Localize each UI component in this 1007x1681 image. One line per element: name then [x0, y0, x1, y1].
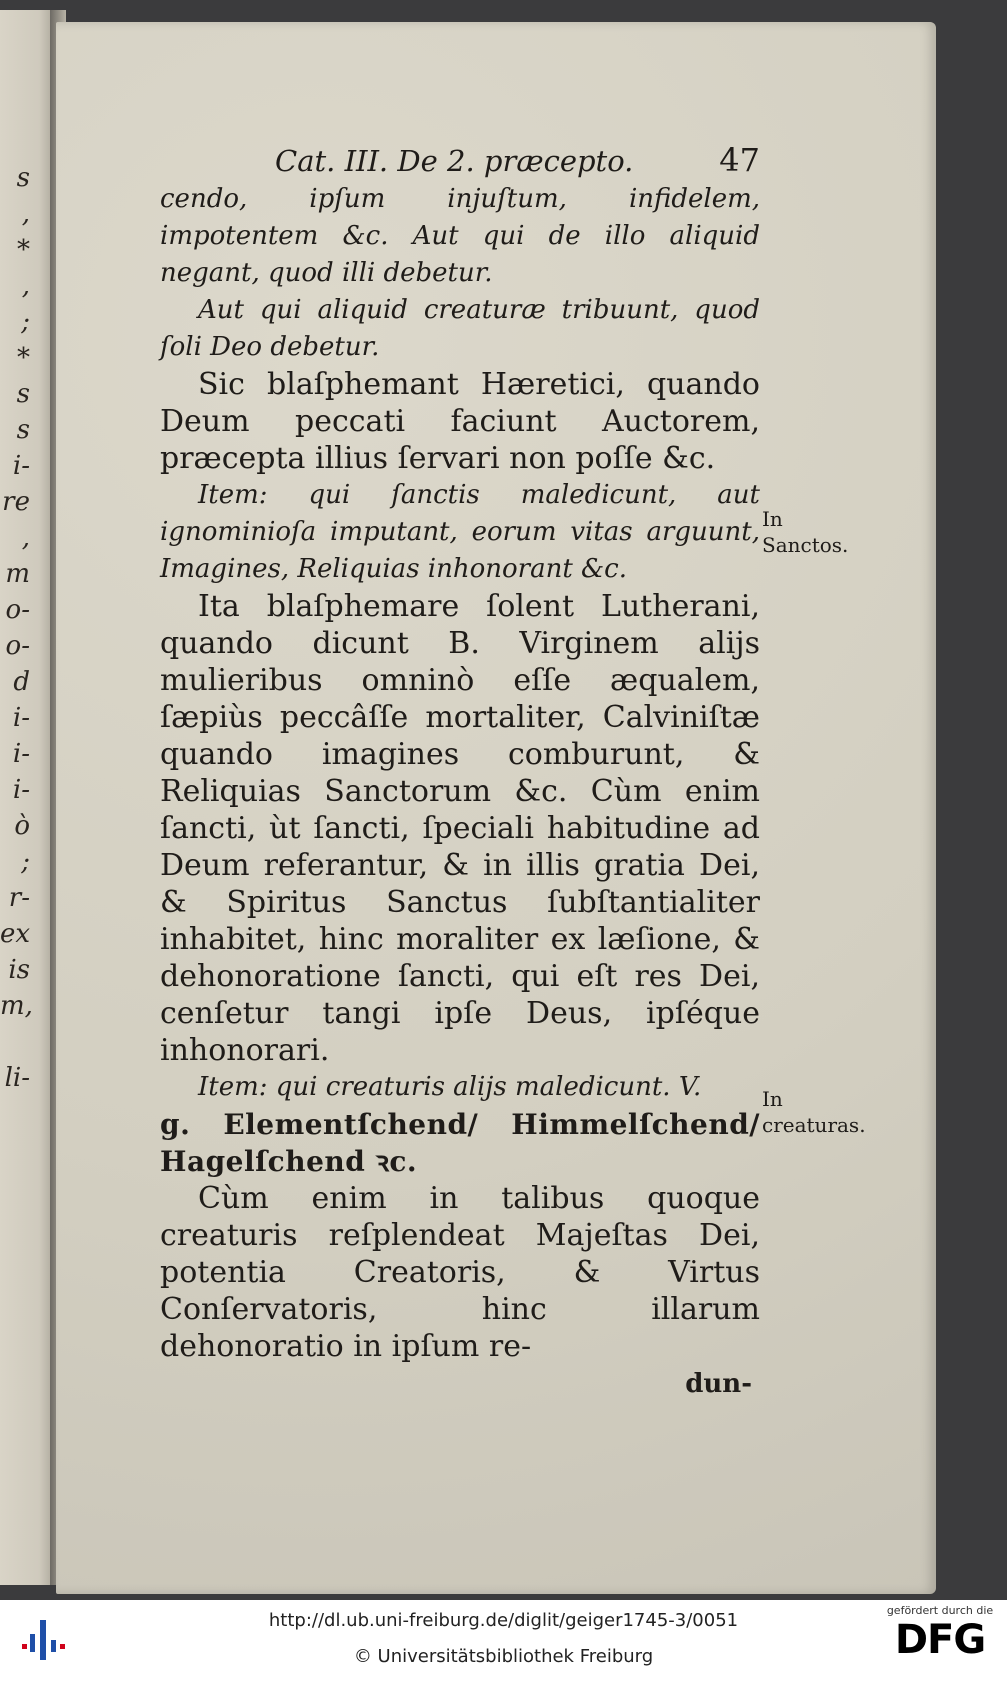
facing-page-fragment: * — [17, 235, 30, 265]
paragraph: Sic blaſphemant Hæretici, quando Deum peccati faciunt Auctorem, præcepta illius ſervari non poſſe &c. — [160, 367, 760, 476]
facing-page-fragment: * — [17, 343, 30, 373]
facing-page-fragment: o- — [5, 595, 30, 625]
facing-page-fragment: s — [16, 163, 30, 193]
paragraph: g. Elementſchend/ Himmelſchend/ Hagelſchend ꝛc. — [160, 1108, 760, 1178]
facing-page-fragment: r- — [8, 883, 30, 913]
facing-page-fragments — [0, 160, 33, 1096]
facing-page-fragment: m, — [0, 991, 33, 1021]
facing-page-fragment: ò — [14, 811, 30, 841]
facing-page-fragment: m — [5, 559, 30, 589]
funder-badge — [885, 1604, 995, 1676]
facing-page-fragment: s — [16, 415, 30, 445]
viewer-footer — [0, 1600, 1007, 1681]
facing-page-fragment: s — [16, 379, 30, 409]
facing-page-fragment: i- — [12, 451, 30, 481]
body-text — [160, 181, 760, 1365]
book-page — [56, 22, 936, 1594]
facing-page-fragment: o- — [5, 631, 30, 661]
copyright-notice: © Universitätsbibliothek Freiburg — [353, 1646, 654, 1667]
facing-page-fragment: ; — [21, 847, 30, 877]
paragraph: Cùm enim in talibus quoque creaturis reſplendeat Majeſtas Dei, potentia Creatoris, & Virtus Conſervatoris, hinc illarum dehonoratio in ipſum re- — [160, 1181, 760, 1364]
dfg-logo: DFG — [894, 1617, 986, 1663]
paragraph: Ita blaſphemare ſolent Lutherani, quando dicunt B. Virginem alijs mulieribus omninò eſſe æqualem, ſæpiùs peccâſſe mortaliter, Calviniſtæ quando imagines comburunt, & Reliquias Sanctorum &c. Cùm enim ſancti, ùt ſancti, ſpeciali habitudine ad Deum referantur, & in illis gratia Dei, & Spiritus Sanctus ſubſtantialiter inhabitet, hinc moraliter ex læſione, & dehonoratione ſancti, qui eſt res Dei, cenſetur tangi ipſe Deus, ipſéque inhonorari. — [160, 589, 760, 1068]
facing-page — [0, 10, 56, 1585]
running-title: Cat. III. De 2. præcepto. — [275, 144, 634, 178]
facing-page-fragment: ; — [21, 307, 30, 337]
facing-page-fragment: ex — [0, 919, 31, 949]
facing-page-fragment: re — [2, 487, 30, 517]
facing-page-fragment: , — [21, 199, 30, 229]
page-number: 47 — [719, 141, 760, 179]
page-text — [160, 140, 760, 1399]
margin-note-sanctos: In Sanctos. — [762, 507, 849, 557]
paragraph: Aut qui aliquid creaturæ tribuunt, quod ſoli Deo debetur. — [160, 295, 760, 362]
facing-page-fragment: li- — [4, 1063, 30, 1093]
facing-page-fragment — [0, 1024, 30, 1060]
facing-page-fragment: i- — [12, 775, 30, 805]
funding-note: gefördert durch die — [886, 1604, 994, 1617]
catchword: dun- — [685, 1369, 752, 1399]
margin-note-creaturas: In creaturas. — [762, 1087, 866, 1137]
paragraph: cendo, ipſum injuſtum, infidelem, impotentem &c. Aut qui de illo aliquid negant, quod illi debetur. — [160, 184, 760, 288]
facing-page-fragment: , — [21, 271, 30, 301]
paragraph: Item: qui creaturis alijs maledicunt. V. — [198, 1072, 702, 1102]
facing-page-fragment: i- — [12, 739, 30, 769]
facing-page-fragment: i- — [12, 703, 30, 733]
facing-page-fragment: is — [8, 955, 30, 985]
paragraph: Item: qui ſanctis maledicunt, aut ignominioſa imputant, eorum vitas arguunt, Imagines, Reliquias inhonorant &c. — [160, 480, 760, 584]
running-header — [275, 140, 760, 181]
facing-page-fragment: , — [21, 523, 30, 553]
facing-page-fragment: d — [13, 667, 30, 697]
permalink[interactable]: http://dl.ub.uni-freiburg.de/diglit/geiger1745-3/0051 — [268, 1610, 739, 1631]
